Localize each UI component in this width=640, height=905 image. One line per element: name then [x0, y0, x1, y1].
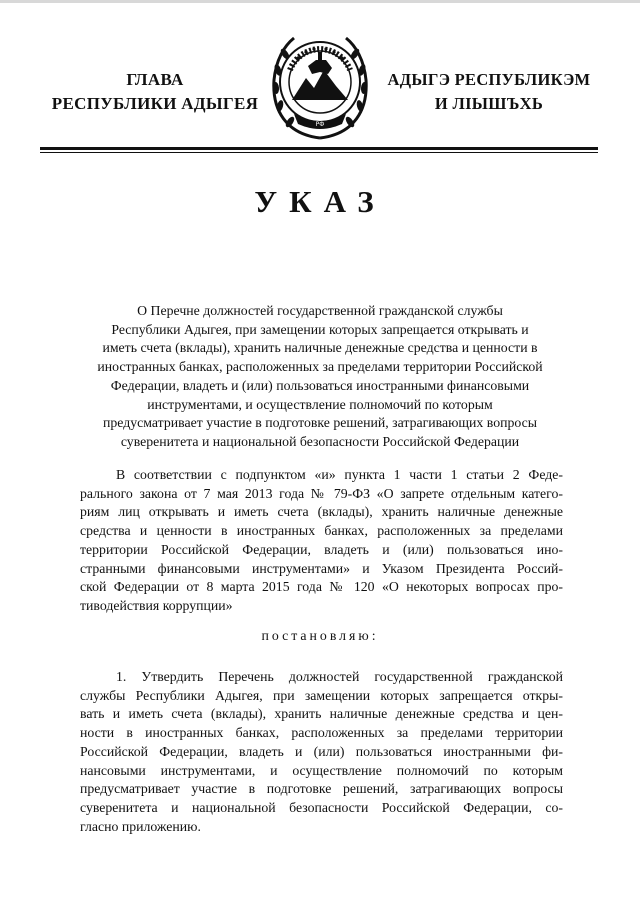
- subject-line: Республики Адыгея, при замещении которых запрещается открывать и: [111, 321, 529, 337]
- subject-line: иностранных банках, расположенных за пределами территории Российской: [97, 359, 543, 375]
- preamble-line: ской Федерации от 8 марта 2015 года № 120 «О некоторых вопросах про-: [80, 579, 563, 595]
- item-1-line: гласно приложению.: [80, 818, 201, 834]
- preamble-paragraph: [80, 466, 563, 616]
- preamble-line: территории Российской Федерации, владеть и (или) пользоваться ино-: [80, 541, 563, 557]
- item-1-line: ности в иностранных банках, расположенных за пределами территории: [80, 725, 563, 741]
- issuer-title-russian-line-2: РЕСПУБЛИКИ АДЫГЕЯ: [51, 94, 259, 113]
- header-divider-thin: [40, 152, 598, 153]
- header-divider-thick: [40, 147, 598, 150]
- issuer-title-russian: [44, 68, 266, 116]
- issuer-title-russian-line-1: ГЛАВА: [126, 70, 184, 89]
- preamble-line: В соответствии с подпунктом «и» пункта 1 части 1 статьи 2 Феде-: [116, 467, 563, 482]
- subject-line: суверенитета и национальной безопасности Российской Федерации: [120, 433, 520, 449]
- subject-line: инструментами, и осуществление полномочий по которым: [147, 396, 493, 412]
- preamble-line: тиводействия коррупции»: [80, 597, 233, 613]
- coat-of-arms-icon: [268, 30, 372, 142]
- preamble-line: средства и ценности в иностранных банках, расположенных за пределами: [80, 523, 563, 539]
- subject-line: иметь счета (вклады), хранить наличные денежные средства и ценности в: [102, 340, 538, 356]
- page-top-edge: [0, 0, 640, 3]
- preamble-line: странными финансовыми инструментами» и Указом Президента Россий-: [80, 560, 563, 576]
- decree-title: УКАЗ: [254, 184, 386, 219]
- issuer-title-adyghe-line-1: АДЫГЭ РЕСПУБЛИКЭМ: [387, 70, 591, 89]
- item-1-line: Российской Федерации, владеть и (или) пользоваться иностранными фи-: [80, 743, 563, 759]
- preamble-line: рального закона от 7 мая 2013 года № 79-ФЗ «О запрете отдельным катего-: [80, 485, 563, 501]
- item-1-line: суверенитета и национальной безопасности Российской Федерации, со-: [80, 799, 563, 815]
- subject-line: предусматривает участие в подготовке решений, затрагивающих вопросы: [102, 415, 538, 431]
- subject-line: Федерации, владеть и (или) пользоваться иностранными финансовыми: [110, 377, 530, 393]
- item-1-line: предусматривает участие в подготовке решений, затрагивающих вопросы: [80, 781, 563, 797]
- item-1-line: службы Республики Адыгея, при замещении которых запрещается откры-: [80, 687, 563, 703]
- item-1-line: 1. Утвердить Перечень должностей государственной гражданской: [116, 669, 563, 684]
- svg-text:РФ: РФ: [315, 121, 325, 128]
- issuer-title-adyghe-line-2: И ЛІЫШЪХЬ: [434, 94, 544, 113]
- item-1-line: нансовыми инструментами, и осуществление полномочий по которым: [80, 762, 563, 778]
- issuer-title-adyghe: [382, 68, 596, 116]
- subject-line: О Перечне должностей государственной гражданской службы: [137, 303, 503, 318]
- decree-subject: [80, 302, 560, 452]
- item-1-line: вать и иметь счета (вклады), хранить наличные денежные средства и цен-: [80, 706, 563, 722]
- preamble-line: риям лиц открывать и иметь счета (вклады), хранить наличные денежные: [80, 504, 563, 520]
- item-1-paragraph: [80, 668, 563, 836]
- decides-heading: постановляю:: [261, 628, 379, 643]
